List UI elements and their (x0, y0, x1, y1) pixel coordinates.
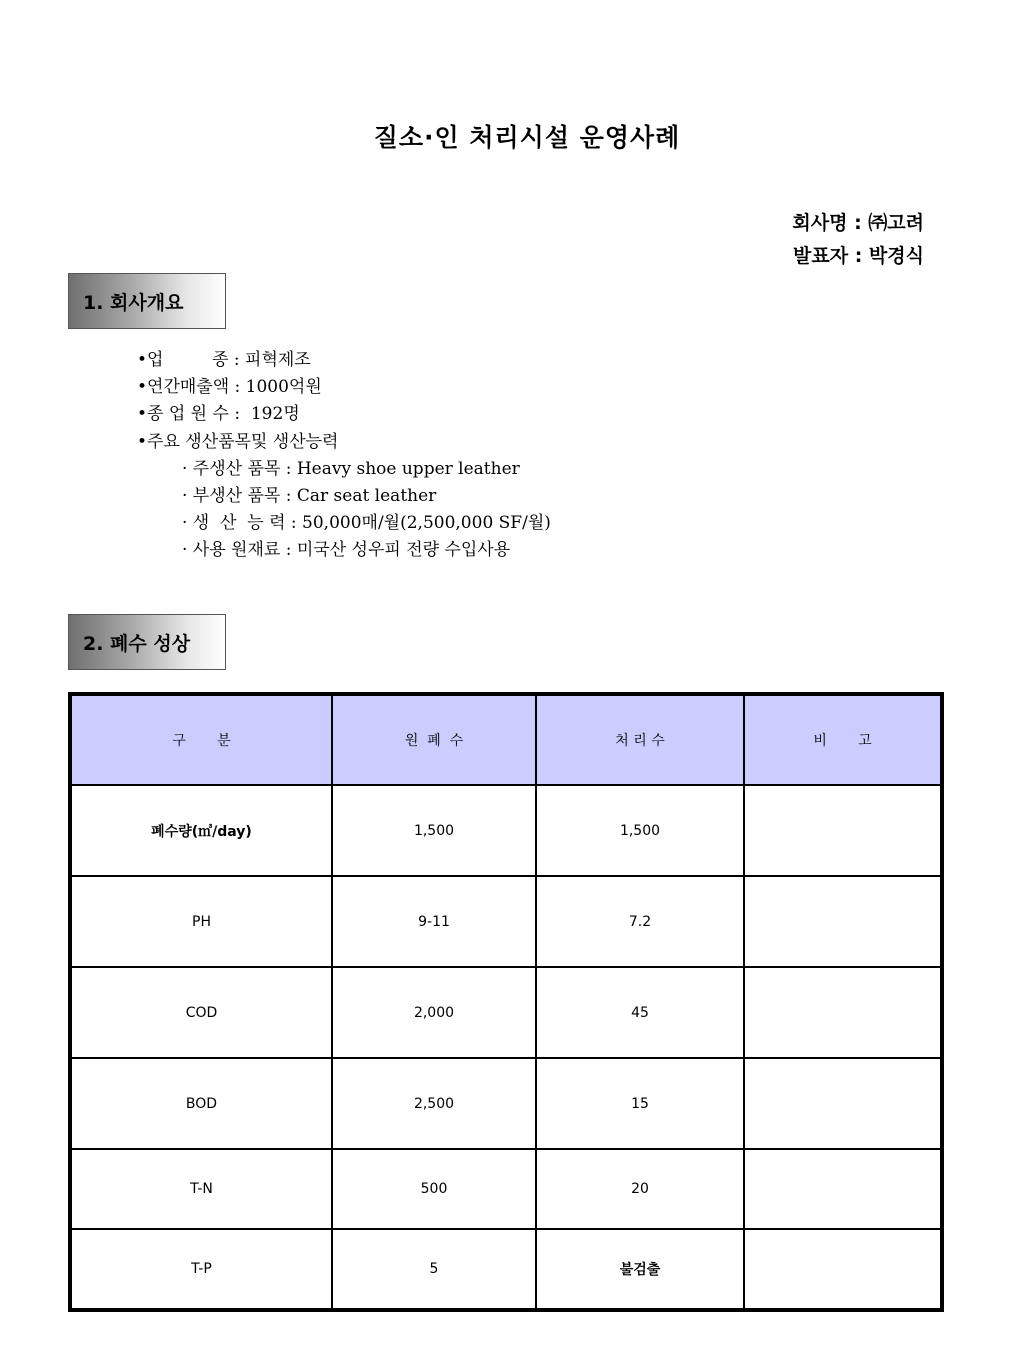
section-heading-company-overview: 1. 회사개요 (68, 273, 226, 329)
document-title: 질소·인 처리시설 운영사례 (373, 123, 681, 152)
treated-value: 20 (536, 1149, 744, 1229)
row-label: T-N (70, 1149, 332, 1229)
treated-value: 45 (536, 967, 744, 1058)
header-raw-wastewater: 원 폐 수 (332, 694, 536, 785)
overview-annual-sales: •연간매출액 : 1000억원 (137, 377, 322, 398)
table-header-row (70, 694, 942, 785)
table-row (70, 1058, 942, 1149)
section-heading-wastewater: 2. 폐수 성상 (68, 614, 226, 670)
wastewater-table (68, 692, 944, 1312)
remark-value (744, 967, 942, 1058)
remark-value (744, 1149, 942, 1229)
company-overview-list (137, 347, 551, 565)
header-remarks: 비 고 (744, 694, 942, 785)
row-label: 폐수량(㎥/day) (70, 785, 332, 876)
raw-value: 1,500 (332, 785, 536, 876)
treated-value: 1,500 (536, 785, 744, 876)
row-label: COD (70, 967, 332, 1058)
overview-sub-product: · 부생산 품목 : Car seat leather (182, 486, 437, 507)
overview-employees: •종 업 원 수 : 192명 (137, 404, 300, 425)
raw-value: 500 (332, 1149, 536, 1229)
table-row (70, 876, 942, 967)
row-label: PH (70, 876, 332, 967)
row-label: BOD (70, 1058, 332, 1149)
remark-value (744, 876, 942, 967)
raw-value: 2,500 (332, 1058, 536, 1149)
treated-value: 7.2 (536, 876, 744, 967)
raw-value: 5 (332, 1229, 536, 1310)
presenter-name: 발표자 : 박경식 (793, 245, 924, 267)
overview-industry: •업 종 : 피혁제조 (137, 350, 311, 370)
table-row (70, 1229, 942, 1310)
header-category: 구 분 (70, 694, 332, 785)
table-row (70, 967, 942, 1058)
remark-value (744, 1058, 942, 1149)
remark-value (744, 1229, 942, 1310)
overview-products-heading: •주요 생산품목및 생산능력 (137, 431, 339, 452)
overview-main-product: · 주생산 품목 : Heavy shoe upper leather (182, 458, 520, 479)
overview-capacity: · 생 산 능 력 : 50,000매/월(2,500,000 SF/월) (182, 513, 551, 534)
treated-value: 불검출 (536, 1229, 744, 1310)
treated-value: 15 (536, 1058, 744, 1149)
header-treated-water: 처 리 수 (536, 694, 744, 785)
raw-value: 2,000 (332, 967, 536, 1058)
raw-value: 9-11 (332, 876, 536, 967)
overview-raw-material: · 사용 원재료 : 미국산 성우피 전량 수입사용 (182, 540, 511, 561)
row-label: T-P (70, 1229, 332, 1310)
table-row (70, 1149, 942, 1229)
table-row (70, 785, 942, 876)
company-name: 회사명 : ㈜고려 (792, 212, 924, 234)
remark-value (744, 785, 942, 876)
